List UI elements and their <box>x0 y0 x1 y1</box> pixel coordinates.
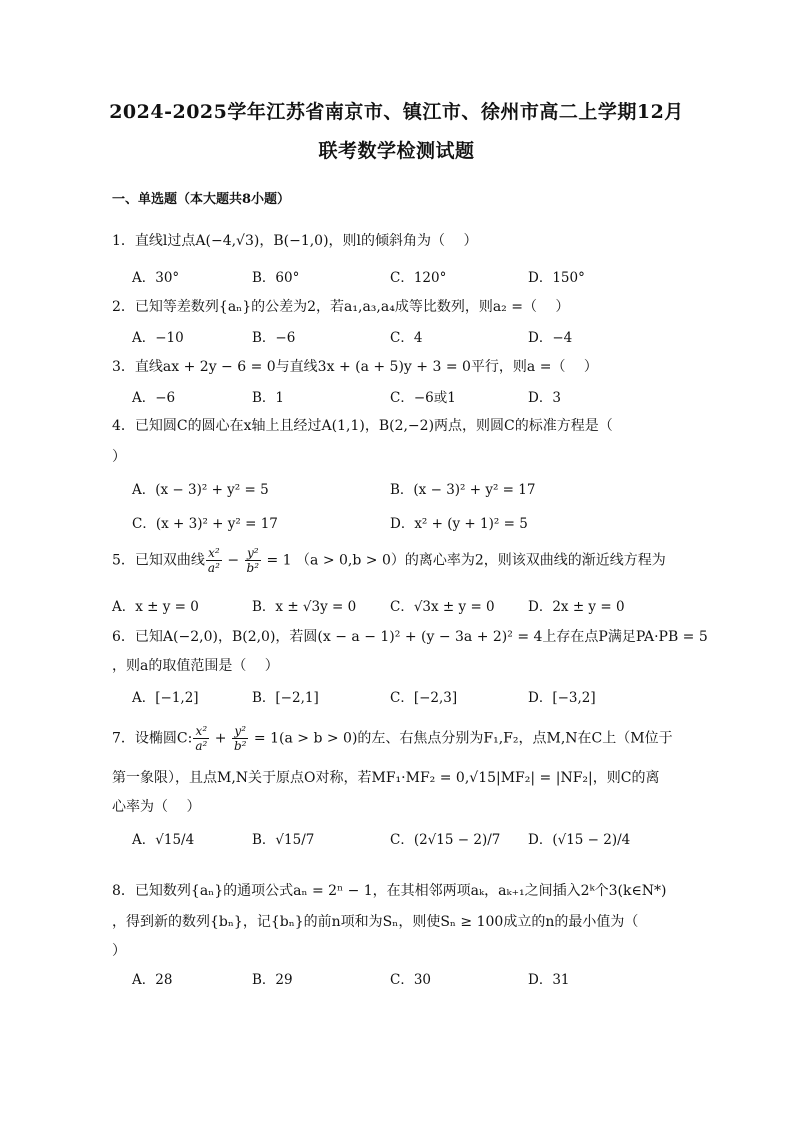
section-heading: 一、单选题（本大题共8小题） <box>112 192 291 207</box>
q3-option-c: C．−6或1 <box>390 390 456 406</box>
q4-option-a: A．(x − 3)² + y² = 5 <box>132 482 269 498</box>
question-8-continuation-2: ） <box>112 943 126 959</box>
q2-option-a: A．−10 <box>132 330 184 346</box>
question-3 <box>112 356 598 376</box>
q5-option-d: D．2x ± y = 0 <box>528 599 625 615</box>
q7-option-b: B．√15/7 <box>252 832 315 848</box>
q2-option-c: C．4 <box>390 330 423 346</box>
question-number: 2． <box>112 299 135 315</box>
question-5: 5．已知双曲线 $\frac{\text{x²}}{\text{a²}}$ − $\frac{\text{y²}}{\text{b²}}$ = 1 （a > 0,b > 0）的离心率为2，则该双曲线的渐近线方程为 <box>112 546 666 575</box>
q5-option-a: A．x ± y = 0 <box>112 599 199 615</box>
q8-option-d: D．31 <box>528 972 570 988</box>
q2-option-d: D．−4 <box>528 330 573 346</box>
question-stem: 已知数列{aₙ}的通项公式aₙ = 2ⁿ − 1，在其相邻两项aₖ，aₖ₊₁之间插入2ᵏ个3(k∈N*) <box>134 883 667 899</box>
question-8-continuation: ，得到新的数列{bₙ}，记{bₙ}的前n项和为Sₙ，则使Sₙ ≥ 100成立的n的最小值为（ <box>112 914 639 930</box>
exam-title-line2: 联考数学检测试题 <box>318 140 475 162</box>
q4-option-c: C．(x + 3)² + y² = 17 <box>132 516 278 532</box>
question-stem: 已知等差数列{aₙ}的公差为2，若a₁,a₃,a₄成等比数列，则a₂ =（ ） <box>134 299 570 315</box>
q1-option-a: A．30° <box>132 270 180 286</box>
question-number: 3． <box>112 359 135 375</box>
q7-option-c: C．(2√15 − 2)/7 <box>390 832 501 848</box>
q1-option-c: C．120° <box>390 270 447 286</box>
exam-title-line1: 2024-2025学年江苏省南京市、镇江市、徐州市高二上学期12月 <box>109 101 684 123</box>
question-6 <box>112 626 708 646</box>
question-number: 7． <box>112 730 135 747</box>
q6-option-d: D．[−3,2] <box>528 690 596 706</box>
fraction-x2-a2: $\frac{\text{x²}}{\text{a²}}$ <box>207 546 220 575</box>
q2-option-b: B．−6 <box>252 330 296 346</box>
q6-option-b: B．[−2,1] <box>252 690 319 706</box>
question-4-continuation: ） <box>112 449 126 465</box>
q1-option-d: D．150° <box>528 270 585 286</box>
fraction-x2-a2: $\frac{\text{x²}}{\text{a²}}$ <box>195 724 208 753</box>
question-number: 1． <box>112 233 135 249</box>
question-number: 8． <box>112 883 135 899</box>
question-2 <box>112 296 569 316</box>
question-number: 5． <box>112 552 135 569</box>
q7-option-d: D．(√15 − 2)/4 <box>528 832 631 848</box>
q7-option-a: A．√15/4 <box>132 832 195 848</box>
question-stem-rest: （a > 0,b > 0）的离心率为2，则该双曲线的渐近线方程为 <box>296 552 666 569</box>
question-4 <box>112 415 613 435</box>
question-8 <box>112 880 667 900</box>
question-stem: 设椭圆C: <box>134 730 193 747</box>
fraction-y2-b2: $\frac{\text{y²}}{\text{b²}}$ <box>233 724 247 753</box>
q3-option-d: D．3 <box>528 390 561 406</box>
q5-option-b: B．x ± √3y = 0 <box>252 599 357 615</box>
q1-option-b: B．60° <box>252 270 300 286</box>
question-stem: 已知双曲线 <box>134 552 205 569</box>
q8-option-c: C．30 <box>390 972 432 988</box>
question-stem: 直线l过点A(−4,√3)，B(−1,0)，则l的倾斜角为（ ） <box>134 233 478 249</box>
question-7-continuation-2: 心率为（ ） <box>112 799 201 815</box>
question-7-continuation: 第一象限），且点M,N关于原点O对称，若MF₁·MF₂ = 0,√15|MF₂| = |NF₂|，则C的离 <box>112 770 660 786</box>
question-6-continuation: ，则a的取值范围是（ ） <box>112 658 279 674</box>
question-stem-rest: = 1(a > b > 0)的左、右焦点分别为F₁,F₂，点M,N在C上（M位于 <box>253 730 673 747</box>
q3-option-b: B．1 <box>252 390 285 406</box>
q5-option-c: C．√3x ± y = 0 <box>390 599 495 615</box>
question-7: 7．设椭圆C: $\frac{\text{x²}}{\text{a²}}$ + $\frac{\text{y²}}{\text{b²}}$ = 1(a > b > 0)的左、右焦点分别为F₁,F₂，点M,N在C上（M位于 <box>112 724 673 753</box>
question-stem: 已知A(−2,0)，B(2,0)，若圆(x − a − 1)² + (y − 3a + 2)² = 4上存在点P满足PA·PB = 5 <box>134 629 708 645</box>
question-number: 4． <box>112 418 135 434</box>
question-stem: 直线ax + 2y − 6 = 0与直线3x + (a + 5)y + 3 = 0平行，则a =（ ） <box>134 359 598 375</box>
question-number: 6． <box>112 629 135 645</box>
q8-option-a: A．28 <box>132 972 173 988</box>
q4-option-b: B．(x − 3)² + y² = 17 <box>390 482 536 498</box>
question-stem: 已知圆C的圆心在x轴上且经过A(1,1)，B(2,−2)两点，则圆C的标准方程是（ <box>134 418 613 434</box>
q4-option-d: D．x² + (y + 1)² = 5 <box>390 516 528 532</box>
question-1 <box>112 230 477 250</box>
q3-option-a: A．−6 <box>132 390 176 406</box>
q6-option-a: A．[−1,2] <box>132 690 199 706</box>
q8-option-b: B．29 <box>252 972 293 988</box>
q6-option-c: C．[−2,3] <box>390 690 458 706</box>
fraction-y2-b2: $\frac{\text{y²}}{\text{b²}}$ <box>246 546 260 575</box>
